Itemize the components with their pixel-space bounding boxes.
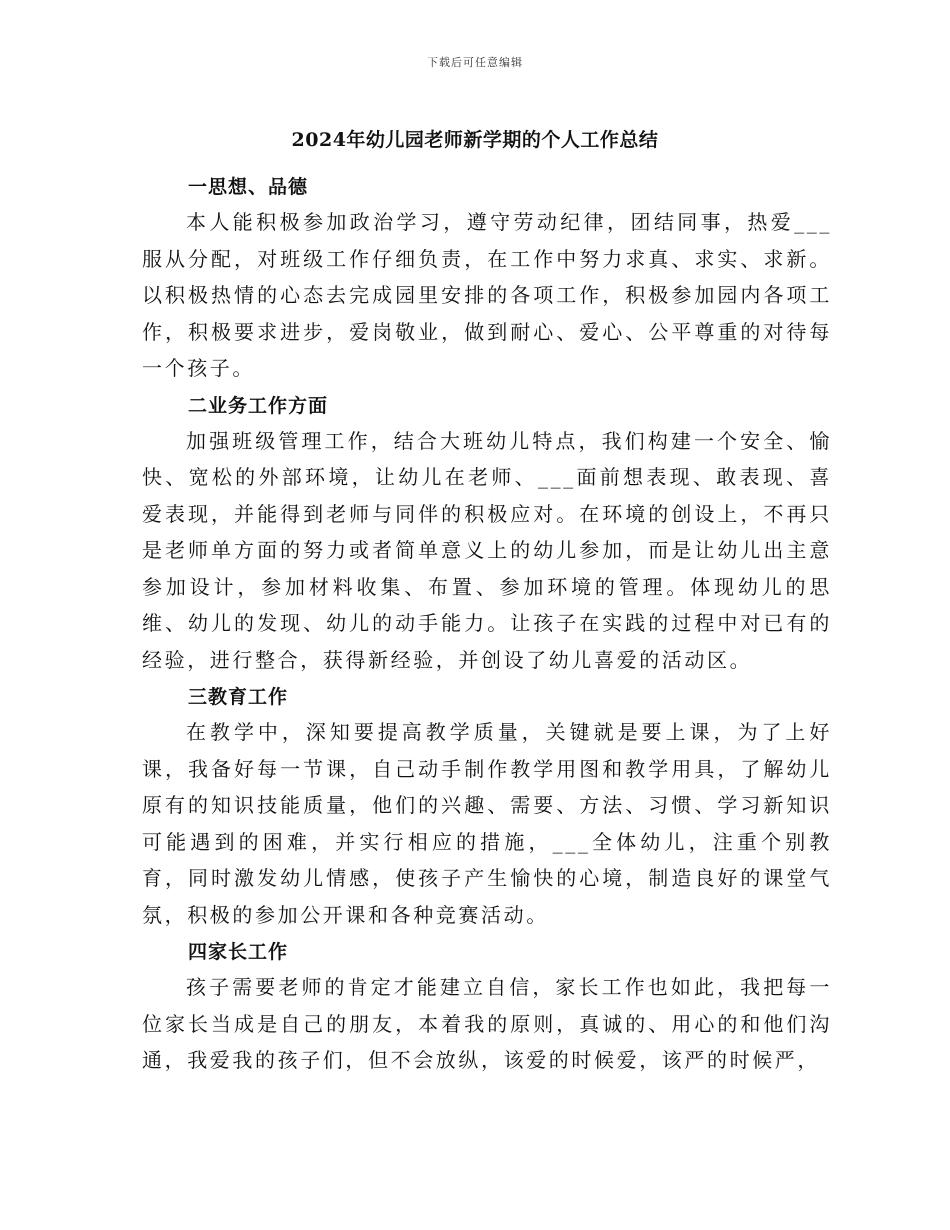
section-heading: 二业务工作方面 bbox=[188, 394, 329, 417]
section-heading: 三教育工作 bbox=[188, 686, 289, 708]
section-paragraph: 加强班级管理工作，结合大班幼儿特点，我们构建一个安全、愉快、宽松的外部环境，让幼儿在老师、___面前想表现、敢表现、喜爱表现，并能得到老师与同伴的积极应对。在环境的创设上，不再只是老师单方面的努力或者简单意义上的幼儿参加，而是让幼儿出主意参加设计，参加材料收集、布置、参加环境的管理。体现幼儿的思维、幼儿的发现、幼儿的动手能力。让孩子在实践的过程中对已有的经验，进行整合，获得新经验，并创设了幼儿喜爱的活动区。 bbox=[142, 428, 832, 672]
section-heading: 四家长工作 bbox=[188, 941, 289, 963]
section-paragraph: 本人能积极参加政治学习，遵守劳动纪律，团结同事，热爱___服从分配，对班级工作仔细负责，在工作中努力求真、求实、求新。以积极热情的心态去完成园里安排的各项工作，积极参加园内各项工作，积极要求进步，爱岗敬业，做到耐心、爱心、公平尊重的对待每一个孩子。 bbox=[142, 210, 832, 380]
page-header-note: 下载后可任意编辑 bbox=[427, 56, 523, 69]
section-1 bbox=[142, 170, 832, 387]
section-paragraph: 孩子需要老师的肯定才能建立自信，家长工作也如此，我把每一位家长当成是自己的朋友，本着我的原则，真诚的、用心的和他们沟通，我爱我的孩子们，但不会放纵，该爱的时候爱，该严的时候严， bbox=[142, 975, 832, 1072]
document-body bbox=[142, 170, 832, 1081]
section-3 bbox=[142, 680, 832, 933]
section-2 bbox=[142, 389, 832, 679]
section-heading: 一思想、品德 bbox=[188, 176, 309, 198]
section-4 bbox=[142, 935, 832, 1079]
section-paragraph: 在教学中，深知要提高教学质量，关键就是要上课，为了上好课，我备好每一节课，自己动手制作教学用图和教学用具，了解幼儿原有的知识技能质量，他们的兴趣、需要、方法、习惯、学习新知识可能遇到的困难，并实行相应的措施，___全体幼儿，注重个别教育，同时激发幼儿情感，使孩子产生愉快的心境，制造良好的课堂气氛，积极的参加公开课和各种竞赛活动。 bbox=[142, 720, 832, 927]
document-title: 2024年幼儿园老师新学期的个人工作总结 bbox=[291, 129, 659, 151]
